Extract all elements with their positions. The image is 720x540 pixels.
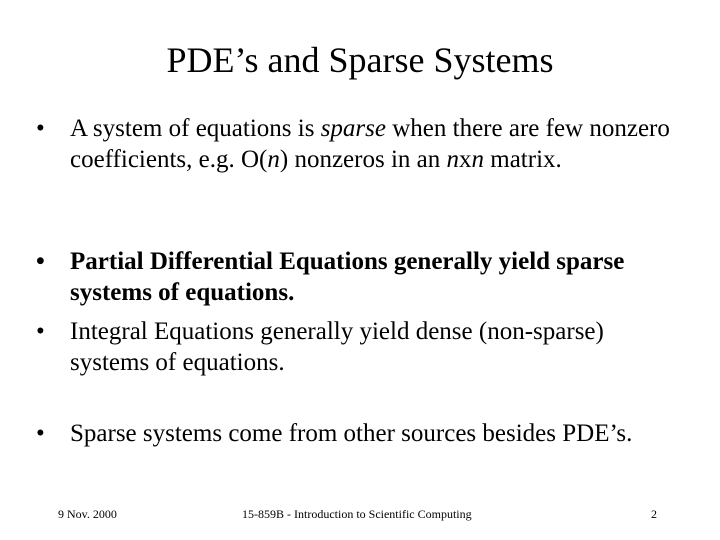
- bullet-icon: •: [36, 248, 45, 275]
- bullet-item-integral-dense: [36, 316, 676, 378]
- footer-page-number: 2: [651, 507, 657, 521]
- bullet-text: [70, 113, 676, 175]
- bullet-item-sparse-definition: [36, 113, 676, 175]
- text-segment: matrix.: [484, 146, 562, 173]
- footer-course-title: 15-859B - Introduction to Scientific Computing: [242, 507, 472, 521]
- bullet-item-other-sources: [36, 418, 676, 449]
- text-segment-italic: sparse: [320, 115, 386, 142]
- footer-date: 9 Nov. 2000: [58, 507, 117, 521]
- bullet-item-pde-sparse: [36, 246, 676, 308]
- text-segment: ) nonzeros in an: [279, 146, 447, 173]
- bullet-icon: •: [36, 318, 45, 345]
- text-segment: when there are few nonzero coefficients, e.g. O(: [70, 115, 670, 173]
- bullet-text: Sparse systems come from other sources besides PDE’s.: [70, 420, 633, 447]
- text-segment: x: [459, 146, 472, 173]
- bullet-icon: •: [36, 115, 45, 142]
- text-segment: A system of equations is: [70, 115, 321, 142]
- text-segment-italic: n: [267, 146, 280, 173]
- text-segment-italic: n: [471, 146, 485, 173]
- slide-title: PDE’s and Sparse Systems: [166, 40, 554, 80]
- bullet-icon: •: [36, 420, 45, 447]
- text-segment-italic: n: [446, 146, 460, 173]
- bullet-text: Integral Equations generally yield dense (non-sparse) systems of equations.: [70, 318, 604, 376]
- bullet-text: Partial Differential Equations generally yield sparse systems of equations.: [70, 248, 625, 306]
